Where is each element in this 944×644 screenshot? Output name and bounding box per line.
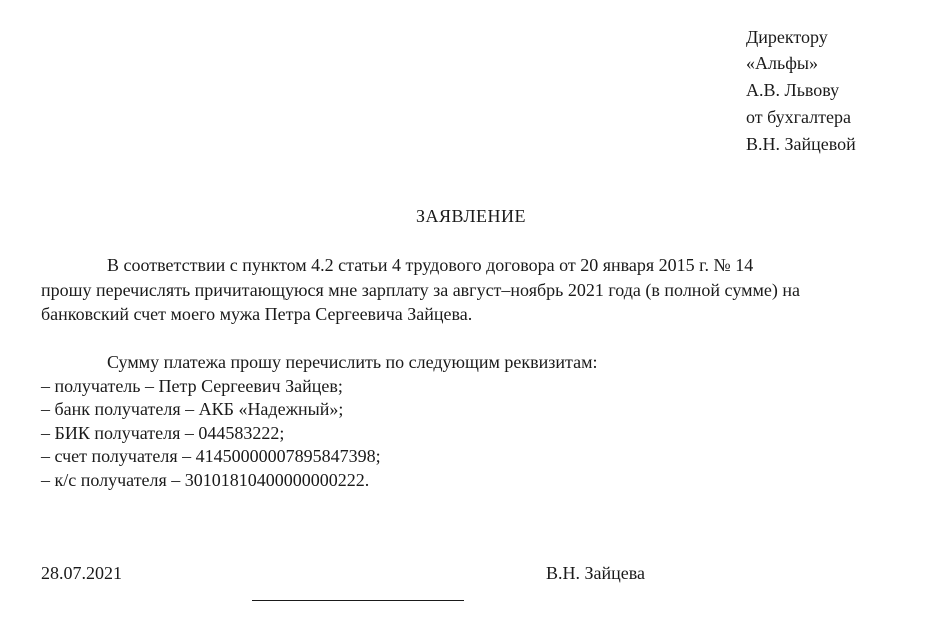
requisite-item: – получатель – Петр Сергеевич Зайцев; [41,376,343,396]
body-line: В соответствии с пунктом 4.2 статьи 4 трудового договора от 20 января 2015 г. № 14 [107,255,754,275]
requisite-item: – БИК получателя – 044583222; [41,423,285,443]
requisites-intro: Сумму платежа прошу перечислить по следующим реквизитам: [107,352,598,372]
addressee-line: «Альфы» [746,53,818,73]
document-date: 28.07.2021 [41,563,122,583]
body-line: банковский счет моего мужа Петра Сергеевича Зайцева. [41,304,473,324]
addressee-line: А.В. Львову [746,80,840,100]
addressee-line: Директору [746,27,828,47]
document-title: ЗАЯВЛЕНИЕ [416,206,527,226]
signature-line [252,600,464,601]
body-line: прошу перечислять причитающуюся мне зарплату за август–ноябрь 2021 года (в полной сумме) на [41,280,800,300]
signer-name: В.Н. Зайцева [546,563,646,583]
addressee-line: от бухгалтера [746,107,851,127]
requisite-item: – счет получателя – 41450000007895847398; [41,446,381,466]
requisite-item: – к/с получателя – 30101810400000000222. [41,470,370,490]
requisite-item: – банк получателя – АКБ «Надежный»; [41,399,344,419]
addressee-line: В.Н. Зайцевой [746,134,856,154]
